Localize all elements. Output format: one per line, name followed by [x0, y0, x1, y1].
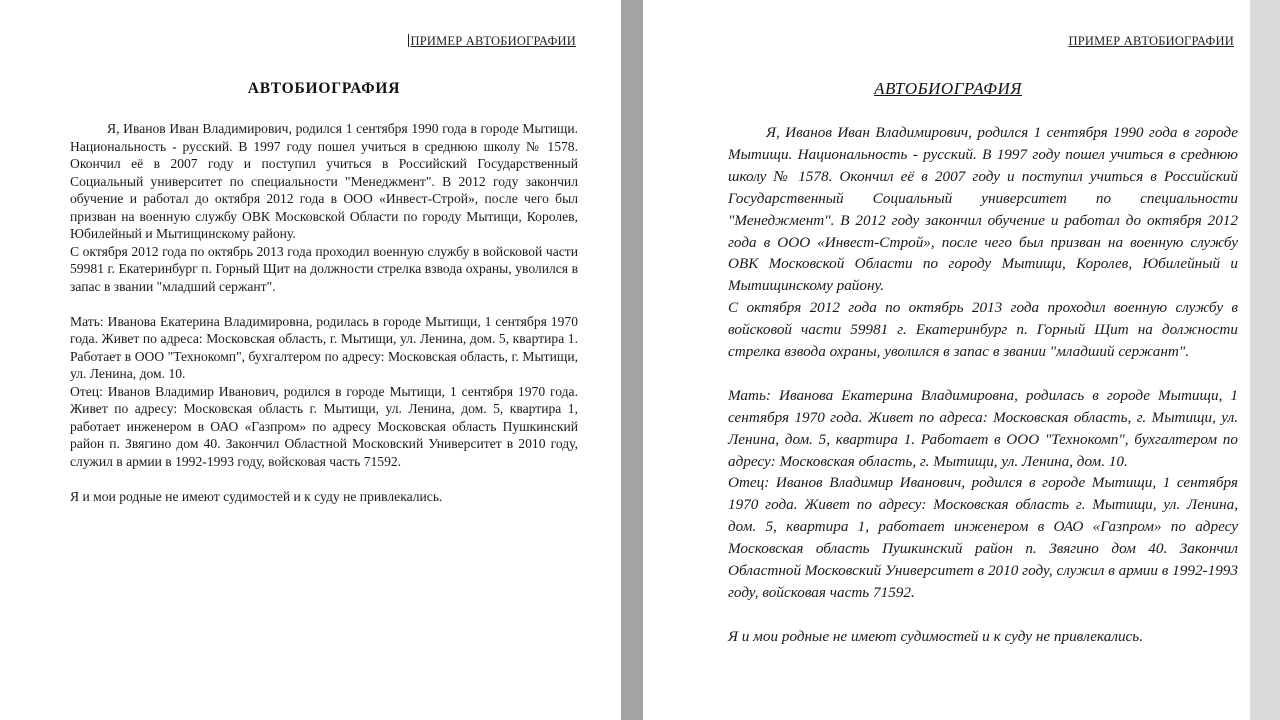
page-title: АВТОБИОГРАФИЯ	[874, 79, 1022, 98]
paragraph-father: Отец: Иванов Владимир Иванович, родился в городе Мытищи, 1 сентября 1970 года. Живет по адресу: Московская область г. Мытищи, ул. Ленина, дом. 5, квартира 1, работает инженером в ОАО «Газпром» по адресу Московская область Пушкинский район п. Звягино дом 40. Закончил Областной Московский Университет в 2010 году, служил в армии в 1992-1993 году, войсковая часть 71592.	[728, 474, 1238, 602]
paragraph-mother: Мать: Иванова Екатерина Владимировна, родилась в городе Мытищи, 1 сентября 1970 года. Живет по адреса: Московская область, г. Мытищи, ул. Ленина, дом. 5, квартира 1. Работает в ООО "Технокомп", бухгалтером по адресу: Московская область, г. Мытищи, ул. Ленина, дом. 10.	[70, 313, 578, 381]
page-header: ПРИМЕР АВТОБИОГРАФИИ	[1068, 34, 1234, 48]
paragraph-military: С октября 2012 года по октябрь 2013 года проходил военную службу в войсковой части 59981 г. Екатеринбург п. Горный Щит на должности стрелка взвода охраны, уволился в запас в звании "младший сержант".	[728, 299, 1238, 361]
blank-line	[70, 470, 578, 488]
paragraph-record: Я и мои родные не имеют судимостей и к суду не привлекались.	[728, 627, 1144, 645]
page-title: АВТОБИОГРАФИЯ	[247, 80, 401, 97]
blank-line	[728, 604, 1238, 626]
blank-line	[70, 295, 578, 313]
paragraph-biography: Я, Иванов Иван Владимирович, родился 1 сентября 1990 года в городе Мытищи. Национальность - русский. В 1997 году пошел учиться в среднюю школу № 1578. Окончил её в 2007 году и поступил учиться в Российский Государственный Социальный университет по специальности "Менеджмент". В 2012 году закончил обучение и работал до октября 2012 года в ООО «Инвест-Строй», после чего был призван на военную службу ОВК Московской Области по городу Мытищи, Королев, Юбилейный и Мытищинскому району.	[728, 124, 1238, 295]
paragraph-military: С октября 2012 года по октябрь 2013 года проходил военную службу в войсковой части 59981 г. Екатеринбург п. Горный Щит на должности стрелка взвода охраны, уволился в запас в звании "младший сержант".	[70, 243, 578, 294]
page-gap	[621, 0, 643, 720]
document-body[interactable]	[728, 122, 1238, 648]
document-page-right	[643, 0, 1250, 720]
document-page-left	[0, 0, 621, 720]
page-header	[408, 34, 576, 49]
paragraph-mother: Мать: Иванова Екатерина Владимировна, родилась в городе Мытищи, 1 сентября 1970 года. Живет по адреса: Московская область, г. Мытищи, ул. Ленина, дом. 5, квартира 1. Работает в ООО "Технокомп", бухгалтером по адресу: Московская область, г. Мытищи, ул. Ленина, дом. 10.	[728, 386, 1238, 470]
blank-line	[728, 363, 1238, 385]
window-edge	[1250, 0, 1280, 720]
page-header-text: ПРИМЕР АВТОБИОГРАФИИ	[410, 34, 576, 48]
paragraph-father: Отец: Иванов Владимир Иванович, родился в городе Мытищи, 1 сентября 1970 года. Живет по адресу: Московская область г. Мытищи, ул. Ленина, дом. 5, квартира 1, работает инженером в ОАО «Газпром» по адресу Московская область Пушкинский район п. Звягино дом 40. Закончил Областной Московский Университет в 2010 году, служил в армии в 1992-1993 году, войсковая часть 71592.	[70, 383, 578, 469]
paragraph-biography: Я, Иванов Иван Владимирович, родился 1 сентября 1990 года в городе Мытищи. Национальность - русский. В 1997 году пошел учиться в среднюю школу № 1578. Окончил её в 2007 году и поступил учиться в Российский Государственный Социальный университет по специальности "Менеджмент". В 2012 году закончил обучение и работал до октября 2012 года в ООО «Инвест-Строй», после чего был призван на военную службу ОВК Московской Области по городу Мытищи, Королев, Юбилейный и Мытищинскому району.	[70, 121, 578, 241]
document-body[interactable]	[70, 120, 578, 505]
paragraph-record: Я и мои родные не имеют судимостей и к суду не привлекались.	[70, 488, 443, 504]
